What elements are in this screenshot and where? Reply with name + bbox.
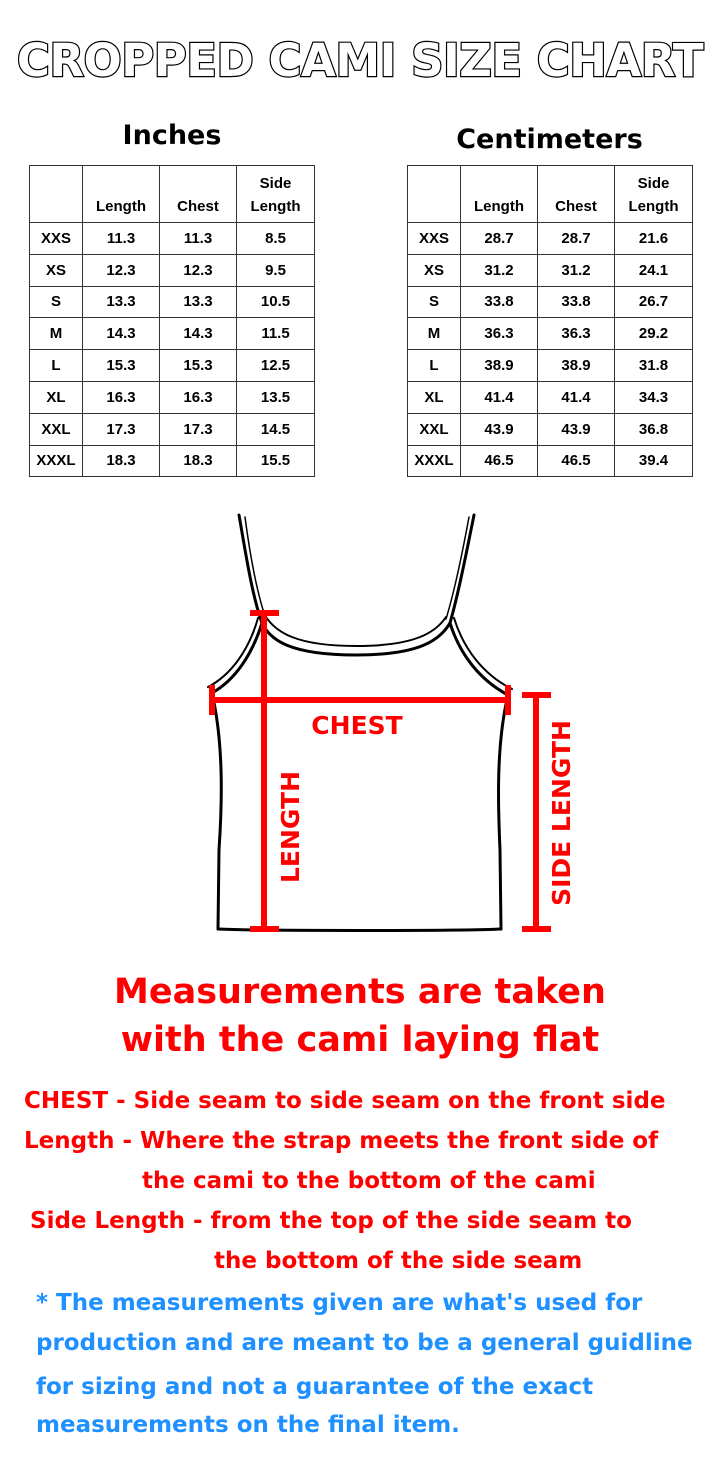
measurement-cell: 14.5 xyxy=(237,413,315,445)
chest-label: CHEST xyxy=(311,711,403,740)
measurement-cell: 38.9 xyxy=(538,350,615,382)
measurement-cell: 17.3 xyxy=(160,413,237,445)
measurement-cell: 14.3 xyxy=(83,318,160,350)
table-header-row xyxy=(30,166,315,223)
measurement-cell: 9.5 xyxy=(237,254,315,286)
measurement-cell: 13.3 xyxy=(160,286,237,318)
table-header-row xyxy=(408,166,693,223)
measurement-cell: 14.3 xyxy=(160,318,237,350)
side-length-definition-line-1: Side Length - from the top of the side seam to xyxy=(30,1208,632,1234)
column-header: Side Length xyxy=(237,166,315,223)
measurement-cell: 43.9 xyxy=(538,413,615,445)
measurement-cell: 38.9 xyxy=(461,350,538,382)
table-row xyxy=(30,254,315,286)
measurement-cell: 13.3 xyxy=(83,286,160,318)
table-row xyxy=(408,318,693,350)
measurement-cell: 36.8 xyxy=(615,413,693,445)
note-line-3: for sizing and not a guarantee of the exact xyxy=(36,1374,594,1400)
size-label-cell: XXXL xyxy=(30,445,83,477)
measurement-cell: 11.3 xyxy=(160,223,237,255)
inches-heading: Inches xyxy=(122,120,222,151)
measurement-cell: 11.3 xyxy=(83,223,160,255)
inches-size-table xyxy=(29,165,315,477)
measurement-cell: 18.3 xyxy=(83,445,160,477)
column-header: Chest xyxy=(160,166,237,223)
table-row xyxy=(30,318,315,350)
side-length-definition-line-2: the bottom of the side seam xyxy=(214,1248,583,1274)
measurement-cell: 26.7 xyxy=(615,286,693,318)
note-line-4: measurements on the final item. xyxy=(36,1412,460,1438)
size-label-cell: XL xyxy=(408,381,461,413)
measurement-cell: 12.3 xyxy=(160,254,237,286)
measurement-cell: 16.3 xyxy=(160,381,237,413)
measurement-cell: 36.3 xyxy=(538,318,615,350)
measurement-cell: 10.5 xyxy=(237,286,315,318)
size-label-cell: XS xyxy=(30,254,83,286)
measurement-cell: 39.4 xyxy=(615,445,693,477)
table-row xyxy=(408,350,693,382)
column-header xyxy=(408,166,461,223)
table-row xyxy=(30,381,315,413)
table-row xyxy=(408,445,693,477)
measurement-cell: 8.5 xyxy=(237,223,315,255)
measurement-cell: 29.2 xyxy=(615,318,693,350)
measurement-cell: 31.2 xyxy=(461,254,538,286)
centimeters-size-table xyxy=(407,165,693,477)
cami-diagram xyxy=(0,505,720,945)
size-label-cell: L xyxy=(408,350,461,382)
measurement-cell: 41.4 xyxy=(461,381,538,413)
size-label-cell: M xyxy=(30,318,83,350)
measurement-cell: 15.3 xyxy=(83,350,160,382)
column-header xyxy=(30,166,83,223)
size-label-cell: S xyxy=(30,286,83,318)
table-row xyxy=(408,286,693,318)
measurement-cell: 28.7 xyxy=(538,223,615,255)
measurement-cell: 41.4 xyxy=(538,381,615,413)
measurement-cell: 16.3 xyxy=(83,381,160,413)
measurement-cell: 12.5 xyxy=(237,350,315,382)
measurement-cell: 18.3 xyxy=(160,445,237,477)
headline-line-1: Measurements are taken xyxy=(114,972,606,1012)
table-row xyxy=(408,254,693,286)
table-row xyxy=(30,223,315,255)
measurement-cell: 46.5 xyxy=(538,445,615,477)
length-label: LENGTH xyxy=(276,771,305,883)
measurement-cell: 11.5 xyxy=(237,318,315,350)
length-definition-line-1: Length - Where the strap meets the front side of xyxy=(24,1128,659,1154)
size-label-cell: XXXL xyxy=(408,445,461,477)
table-row xyxy=(408,381,693,413)
table-row xyxy=(30,286,315,318)
note-line-1: * The measurements given are what's used for xyxy=(36,1290,643,1316)
size-label-cell: M xyxy=(408,318,461,350)
length-measure-arrow xyxy=(250,613,279,929)
size-label-cell: XL xyxy=(30,381,83,413)
measurement-cell: 33.8 xyxy=(461,286,538,318)
column-header: Side Length xyxy=(615,166,693,223)
measurement-cell: 12.3 xyxy=(83,254,160,286)
table-row xyxy=(408,413,693,445)
centimeters-heading: Centimeters xyxy=(456,124,643,155)
size-label-cell: XXL xyxy=(30,413,83,445)
note-line-2: production and are meant to be a general guidline xyxy=(36,1330,693,1356)
table-row xyxy=(30,350,315,382)
measurement-cell: 28.7 xyxy=(461,223,538,255)
column-header: Length xyxy=(461,166,538,223)
chest-definition: CHEST - Side seam to side seam on the front side xyxy=(24,1088,666,1114)
column-header: Chest xyxy=(538,166,615,223)
length-definition-line-2: the cami to the bottom of the cami xyxy=(142,1168,596,1194)
headline-line-2: with the cami laying flat xyxy=(120,1020,600,1060)
size-label-cell: XXS xyxy=(408,223,461,255)
size-label-cell: XXS xyxy=(30,223,83,255)
size-label-cell: S xyxy=(408,286,461,318)
measurement-cell: 31.2 xyxy=(538,254,615,286)
side-length-label: SIDE LENGTH xyxy=(547,720,576,906)
size-label-cell: XXL xyxy=(408,413,461,445)
measurement-cell: 36.3 xyxy=(461,318,538,350)
measurement-cell: 46.5 xyxy=(461,445,538,477)
measurement-cell: 34.3 xyxy=(615,381,693,413)
measurement-cell: 15.3 xyxy=(160,350,237,382)
measurement-cell: 15.5 xyxy=(237,445,315,477)
measurement-cell: 33.8 xyxy=(538,286,615,318)
measurement-cell: 24.1 xyxy=(615,254,693,286)
measurement-cell: 21.6 xyxy=(615,223,693,255)
table-row xyxy=(30,445,315,477)
measurement-cell: 13.5 xyxy=(237,381,315,413)
size-label-cell: L xyxy=(30,350,83,382)
table-row xyxy=(408,223,693,255)
measurement-headline xyxy=(0,968,720,1064)
measurement-cell: 17.3 xyxy=(83,413,160,445)
measurement-cell: 31.8 xyxy=(615,350,693,382)
measurement-cell: 43.9 xyxy=(461,413,538,445)
size-label-cell: XS xyxy=(408,254,461,286)
column-header: Length xyxy=(83,166,160,223)
page-title: CROPPED CAMI SIZE CHART xyxy=(16,34,704,87)
table-row xyxy=(30,413,315,445)
